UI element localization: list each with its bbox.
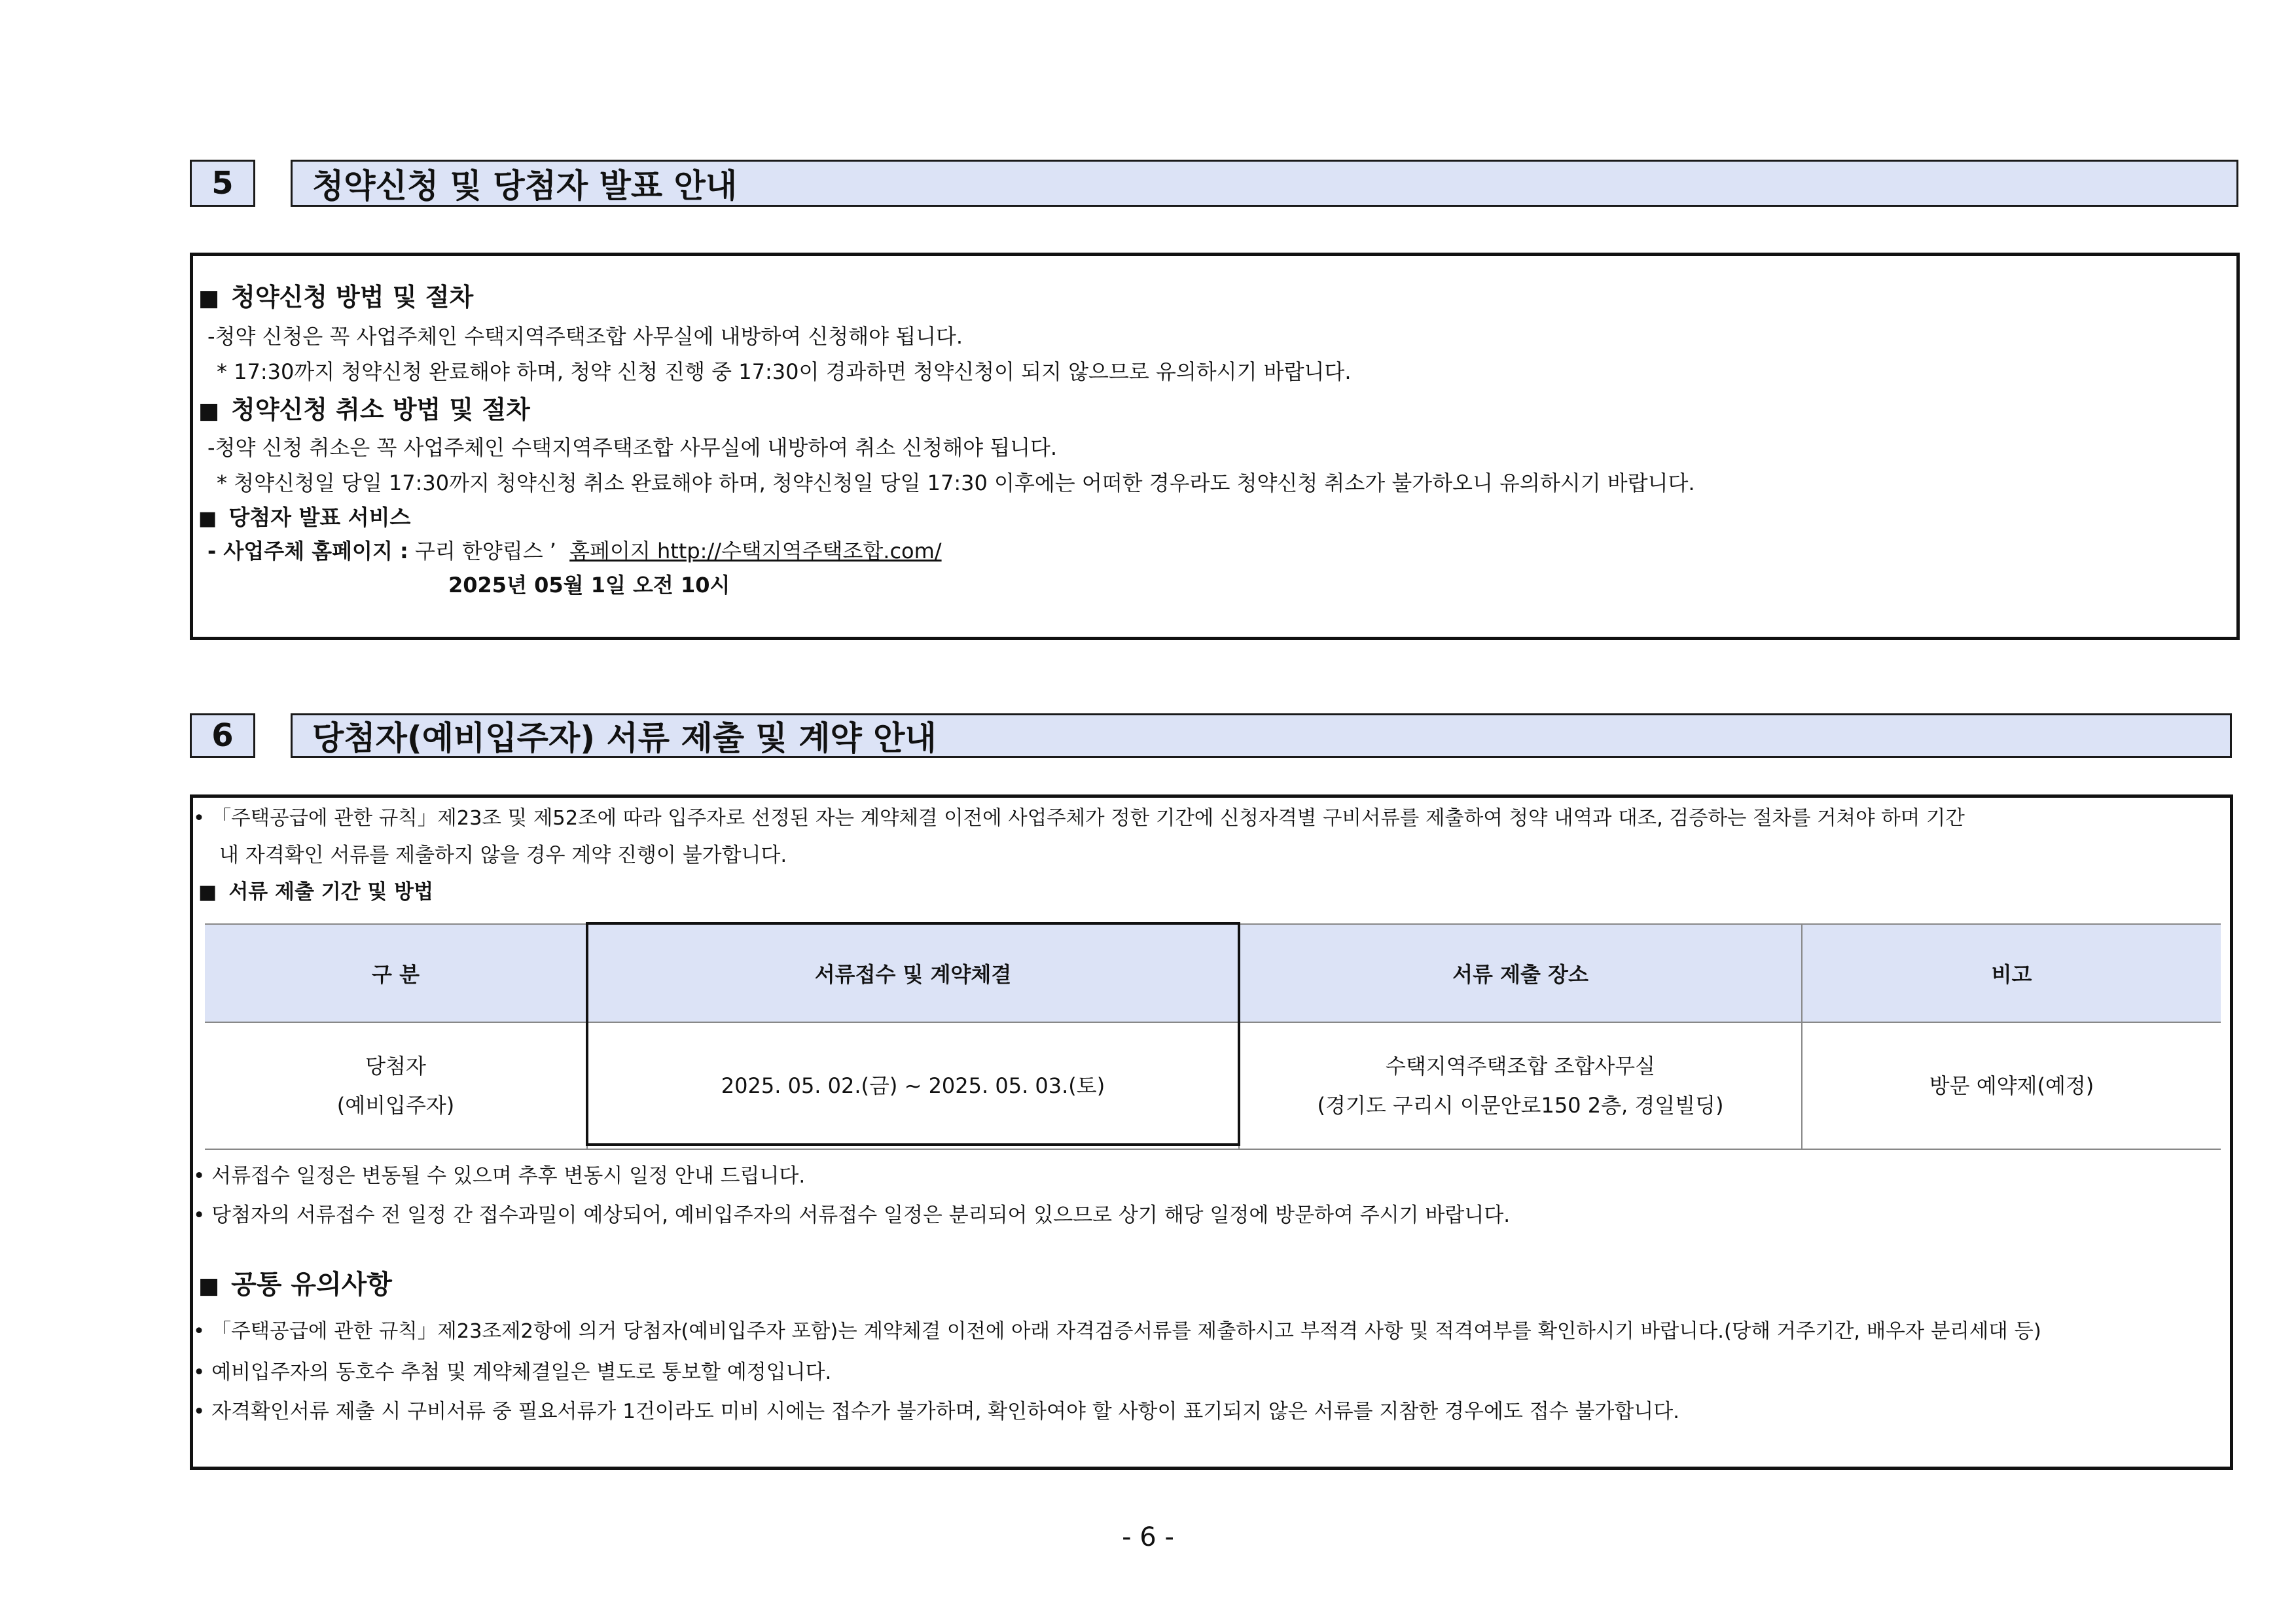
section5-number: 5 (190, 160, 255, 207)
section6-common1: • 「주택공급에 관한 규칙」제23조제2항에 의거 당첨자(예비입주자 포함)는 계약체결 이전에 아래 자격검증서류를 제출하시고 부적격 사항 및 적격여부를 확인하시기 바랍니다.(당해 거주기간, 배우자 분리세대 등) (193, 1320, 2041, 1343)
table-row (205, 1022, 2221, 1149)
section5-apply-line1: -청약 신청은 꼭 사업주체인 수택지역주택조합 사무실에 내방하여 신청해야 됩니다. (207, 324, 963, 349)
section6-title: 당첨자(예비입주자) 서류 제출 및 계약 안내 (291, 713, 2232, 758)
homepage-link[interactable]: 홈페이지 http://수택지역주택조합.com/ (569, 539, 942, 563)
section6-intro-line1: • 「주택공급에 관한 규칙」제23조 및 제52조에 따라 입주자로 선정된 자는 계약체결 이전에 사업주체가 정한 기간에 신청자격별 구비서류를 제출하여 청약 내역과 대조, 검증하는 절차를 거쳐야 하며 기간 (193, 807, 1965, 830)
square-bullet-icon: ■ (198, 507, 217, 530)
section5-heading-apply: ■ 청약신청 방법 및 절차 (198, 283, 474, 312)
section6-heading-docs: ■ 서류 제출 기간 및 방법 (198, 880, 434, 904)
section5-cancel-line2: * 청약신청일 당일 17:30까지 청약신청 취소 완료해야 하며, 청약신청일 당일 17:30 이후에는 어떠한 경우라도 청약신청 취소가 불가하오니 유의하시기 바랍니다. (217, 471, 1695, 495)
square-bullet-icon: ■ (198, 881, 217, 904)
section5-announce-date: 2025년 05월 1일 오전 10시 (448, 573, 730, 597)
section6-note1: • 서류접수 일정은 변동될 수 있으며 추후 변동시 일정 안내 드립니다. (193, 1164, 806, 1188)
table-cell-location: 수택지역주택조합 조합사무실 (경기도 구리시 이문안로150 2층, 경일빌딩) (1239, 1022, 1802, 1149)
section5-apply-line2: * 17:30까지 청약신청 완료해야 하며, 청약 신청 진행 중 17:30이 경과하면 청약신청이 되지 않으므로 유의하시기 바랍니다. (217, 359, 1352, 384)
bullet-icon: • (193, 807, 211, 830)
bullet-icon: • (193, 1320, 211, 1343)
table-header-location: 서류 제출 장소 (1239, 924, 1802, 1022)
square-bullet-icon: ■ (198, 285, 220, 312)
section5-frame (190, 253, 2240, 640)
section6-intro-line2: 내 자격확인 서류를 제출하지 않을 경우 계약 진행이 불가합니다. (219, 844, 787, 867)
section6-common2: • 예비입주자의 동호수 추첨 및 계약체결일은 별도로 통보할 예정입니다. (193, 1361, 832, 1384)
section5-title: 청약신청 및 당첨자 발표 안내 (291, 160, 2238, 207)
section6-number: 6 (190, 713, 255, 758)
homepage-label: - 사업주체 홈페이지 : (207, 539, 408, 563)
homepage-site-name: 구리 한양립스 ’ (414, 539, 556, 563)
section6-note2: • 당첨자의 서류접수 전 일정 간 접수과밀이 예상되어, 예비입주자의 서류접수 일정은 분리되어 있으므로 상기 해당 일정에 방문하여 주시기 바랍니다. (193, 1204, 1511, 1227)
bullet-icon: • (193, 1204, 212, 1227)
section5-heading-cancel: ■ 청약신청 취소 방법 및 절차 (198, 395, 530, 424)
bullet-icon: • (193, 1400, 212, 1423)
section5-heading-announce: ■ 당첨자 발표 서비스 (198, 505, 411, 530)
section5-cancel-line1: -청약 신청 취소은 꼭 사업주체인 수택지역주택조합 사무실에 내방하여 취소 신청해야 됩니다. (207, 435, 1058, 460)
table-cell-remarks: 방문 예약제(예정) (1802, 1022, 2221, 1149)
bullet-icon: • (193, 1164, 212, 1188)
bullet-icon: • (193, 1361, 212, 1384)
table-cell-category: 당첨자 (예비입주자) (205, 1022, 587, 1149)
table-header-category: 구 분 (205, 924, 587, 1022)
table-header-period: 서류접수 및 계약체결 (587, 924, 1239, 1022)
square-bullet-icon: ■ (198, 1273, 220, 1299)
section6-common3: • 자격확인서류 제출 시 구비서류 중 필요서류가 1건이라도 미비 시에는 접수가 불가하며, 확인하여야 할 사항이 표기되지 않은 서류를 지참한 경우에도 접수 불가합니다. (193, 1400, 1680, 1423)
page-number: - 6 - (1122, 1522, 1174, 1552)
docs-schedule-table (205, 923, 2221, 1150)
table-header-remarks: 비고 (1802, 924, 2221, 1022)
section5-homepage-line (207, 535, 942, 565)
section6-heading-common: ■ 공통 유의사항 (198, 1270, 392, 1300)
section6-frame (190, 794, 2233, 1470)
square-bullet-icon: ■ (198, 398, 220, 424)
table-cell-period: 2025. 05. 02.(금) ~ 2025. 05. 03.(토) (587, 1022, 1239, 1149)
table-header-row (205, 924, 2221, 1022)
